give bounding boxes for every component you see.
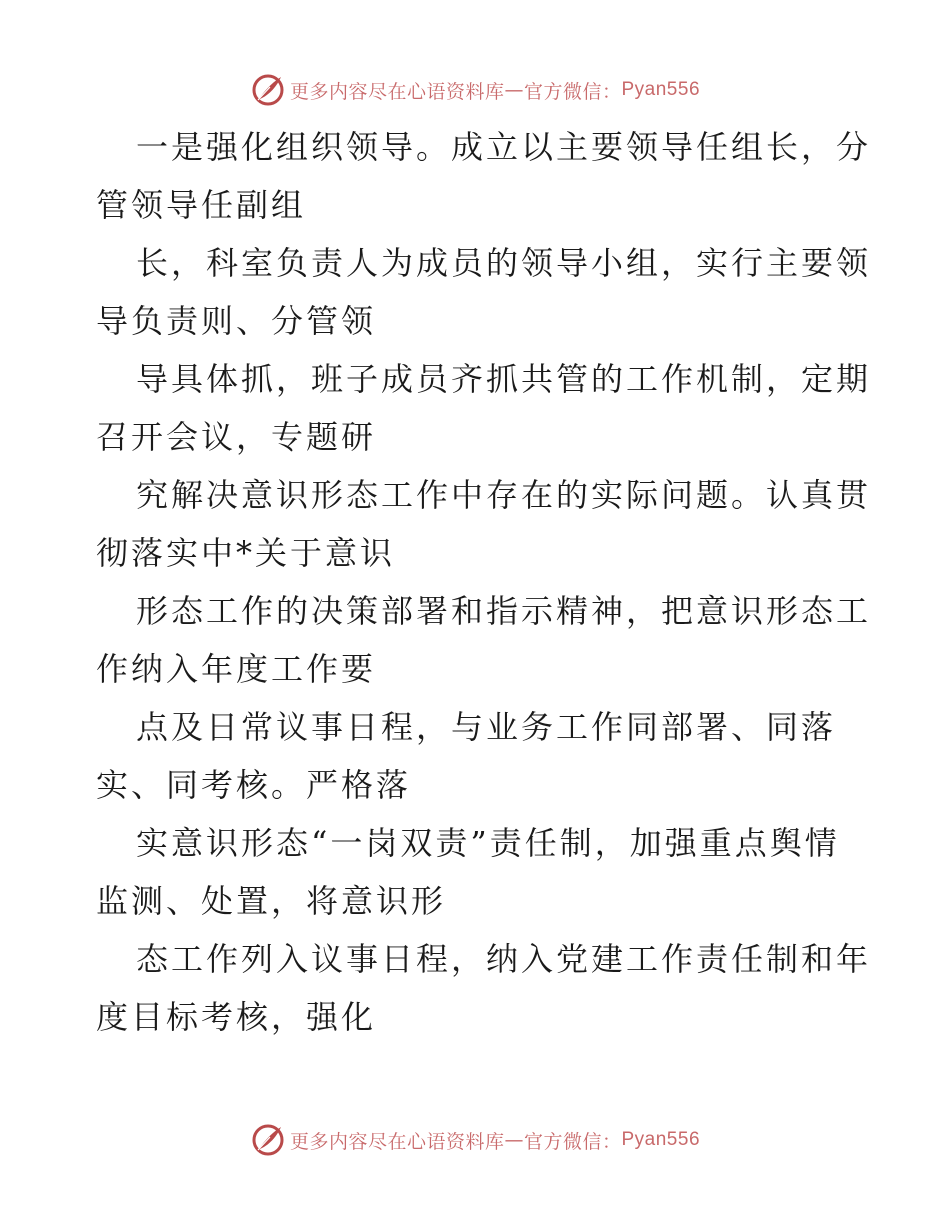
wechat-label: 官方微信：: [523, 1130, 622, 1153]
text-line: 长，科室负责人为成员的领导小组，实行主要领: [136, 244, 872, 282]
text-line: 导具体抓，班子成员齐抓共管的工作机制，定期: [136, 360, 872, 398]
paragraph-7: [96, 814, 856, 930]
text-line: 究解决意识形态工作中存在的实际问题。认真贯: [136, 476, 872, 514]
text-line: 形态工作的决策部署和指示精神，把意识形态工: [136, 592, 872, 630]
wechat-id: Pyan556: [621, 1129, 701, 1150]
text-line: 一是强化组织领导。成立以主要领导任组长，分: [136, 128, 872, 166]
text-line: 彻落实中*关于意识: [96, 534, 396, 572]
banner-dash: —: [504, 1129, 524, 1151]
wechat-id: Pyan556: [621, 79, 701, 100]
text-line: 点及日常议事日程，与业务工作同部署、同落: [136, 708, 837, 746]
feather-quill-icon: [250, 1122, 286, 1158]
paragraph-5: [96, 582, 872, 698]
paragraph-4: [96, 466, 872, 582]
text-line: 召开会议，专题研: [96, 418, 377, 456]
paragraph-3: [96, 350, 872, 466]
text-line: 实意识形态“一岗双责”责任制，加强重点舆情: [136, 824, 840, 862]
text-line: 实、同考核。严格落: [96, 766, 412, 804]
site-name: 更多内容尽在心语资料库: [289, 80, 505, 103]
text-line: 导负责则、分管领: [96, 302, 377, 340]
text-line: 度目标考核，强化: [96, 998, 377, 1036]
text-line: 管领导任副组: [96, 186, 307, 224]
text-line: 态工作列入议事日程，纳入党建工作责任制和年: [136, 940, 872, 978]
paragraph-1: [96, 118, 872, 234]
text-line: 监测、处置，将意识形: [96, 882, 447, 920]
header-banner: [0, 70, 950, 110]
paragraph-8: [96, 930, 872, 1046]
document-body: [96, 118, 872, 1046]
feather-quill-icon: [250, 72, 286, 108]
footer-banner: [0, 1120, 950, 1160]
text-line: 作纳入年度工作要: [96, 650, 377, 688]
paragraph-2: [96, 234, 872, 350]
wechat-label: 官方微信：: [523, 80, 622, 103]
banner-dash: —: [504, 79, 524, 101]
paragraph-6: [96, 698, 856, 814]
site-name: 更多内容尽在心语资料库: [289, 1130, 505, 1153]
